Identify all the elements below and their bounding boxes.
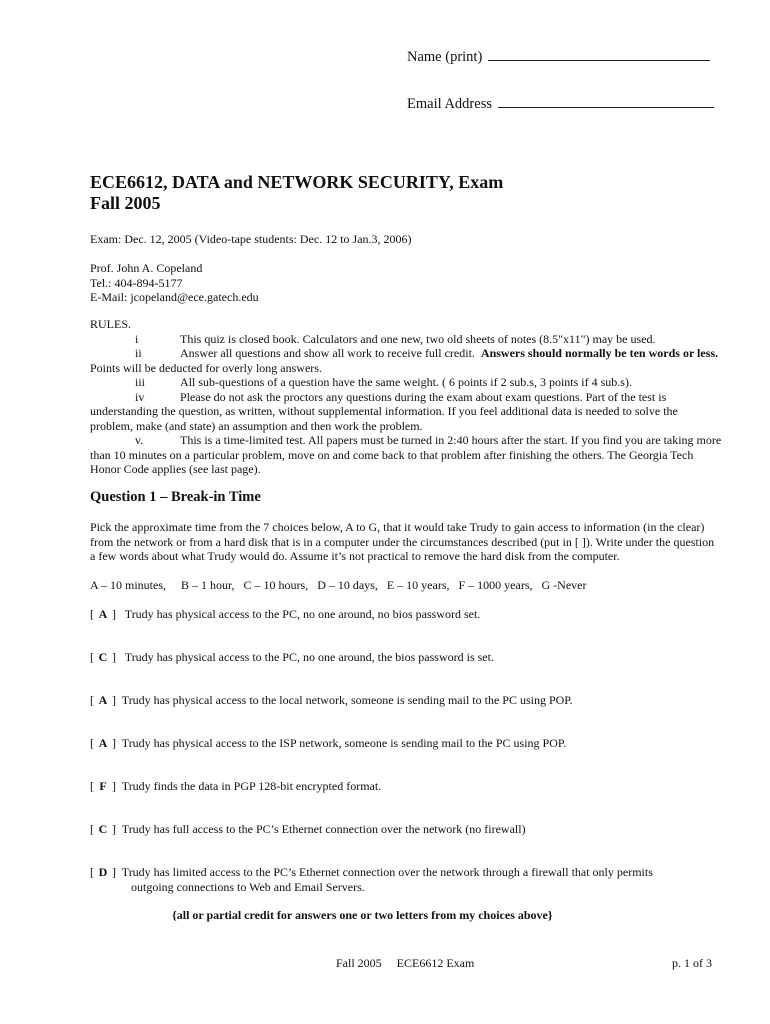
question-item: [ F ] Trudy finds the data in PGP 128-bit encrypted format. (90, 779, 382, 793)
answer-letter: D (98, 865, 108, 879)
rule-text: All sub-questions of a question have the same weight. ( 6 points if 2 sub.s, 3 points if 4 sub.s). (180, 375, 632, 389)
rule-item (90, 346, 722, 375)
footer-center: Fall 2005 ECE6612 Exam (336, 956, 475, 970)
answer-choices: A – 10 minutes, B – 1 hour, C – 10 hours, D – 10 days, E – 10 years, F – 1000 years, G -Never (90, 578, 587, 592)
rule-text-after: Points will be deducted for overly long answers. (90, 360, 322, 375)
question-1-intro: Pick the approximate time from the 7 choices below, A to G, that it would take Trudy to gain access to information (in the clear) from the network or from a hard disk that is in a computer under the circumstances described (put in [ ]). Write under the question a few words about what Trudy would do. Assume it’s not practical to remove the hard disk from the computer. (90, 520, 715, 563)
rule-item (90, 332, 722, 347)
item-text: Trudy finds the data in PGP 128-bit encrypted format. (121, 779, 382, 793)
answer-letter: C (98, 822, 108, 836)
credit-note: {all or partial credit for answers one or two letters from my choices above} (172, 908, 553, 922)
question-item: [ C ] Trudy has full access to the PC’s Ethernet connection over the network (no firewall) (90, 822, 526, 836)
title-line-2: Fall 2005 (90, 193, 161, 213)
name-line (488, 47, 710, 61)
rule-item (90, 390, 722, 434)
item-text: Trudy has physical access to the PC, no one around, the bios password is set. (124, 650, 494, 664)
item-text: Trudy has physical access to the PC, no one around, no bios password set. (124, 607, 481, 621)
rule-text: Please do not ask the proctors any questions during the exam about exam questions. Part of the test is understanding the question, as written, without supplemental information. If you feel additional data is needed to solve the problem, make (and state) an assumption and then work the problem. (90, 389, 678, 433)
prof-name: Prof. John A. Copeland (90, 261, 203, 275)
email-line (498, 94, 714, 108)
name-label: Name (print) (407, 49, 483, 65)
answer-letter: A (98, 693, 108, 707)
answer-letter: F (99, 779, 107, 793)
title-line-1: ECE6612, DATA and NETWORK SECURITY, Exam (90, 172, 504, 192)
rule-number: v. (135, 433, 144, 447)
rules-heading: RULES. (90, 317, 132, 331)
rule-number: ii (135, 346, 142, 360)
page-number: p. 1 of 3 (672, 956, 712, 970)
exam-date: Exam: Dec. 12, 2005 (Video-tape students: Dec. 12 to Jan.3, 2006) (90, 232, 412, 246)
rule-item (90, 375, 722, 390)
rule-number: iii (135, 375, 146, 389)
exam-title (90, 172, 503, 214)
rule-bold-text: Answers should normally be ten words or less. (480, 346, 719, 360)
item-text: Trudy has physical access to the local network, someone is sending mail to the PC using POP. (121, 693, 573, 707)
email-label: Email Address (407, 96, 492, 112)
email-field (407, 94, 714, 113)
rule-text: Answer all questions and show all work to receive full credit. (180, 346, 475, 360)
rule-number: i (135, 331, 139, 346)
contact-block (90, 261, 259, 305)
item-text: Trudy has physical access to the ISP network, someone is sending mail to the PC using POP. (121, 736, 567, 750)
answer-letter: A (98, 736, 108, 750)
item-text: Trudy has limited access to the PC’s Ethernet connection over the network through a firewall that only permits (121, 865, 653, 879)
question-item: [ C ] Trudy has physical access to the PC, no one around, the bios password is set. (90, 650, 494, 664)
prof-email: E-Mail: jcopeland@ece.gatech.edu (90, 290, 259, 304)
rule-text: This quiz is closed book. Calculators and one new, two old sheets of notes (8.5"x11") may be used. (180, 331, 656, 346)
question-item: [ A ] Trudy has physical access to the PC, no one around, no bios password set. (90, 607, 481, 621)
rule-item (90, 433, 722, 477)
name-field (407, 47, 710, 66)
rule-number: iv (135, 389, 145, 404)
rules-block (90, 317, 722, 477)
rule-text: This is a time-limited test. All papers must be turned in 2:40 hours after the start. If you find you are taking more than 10 minutes on a particular problem, move on and come back to that problem after finishing the others. The Georgia Tech Honor Code applies (see last page). (90, 433, 722, 476)
answer-letter: C (98, 650, 108, 664)
question-item: [ D ] Trudy has limited access to the PC’s Ethernet connection over the network through a firewall that only permits (90, 865, 653, 879)
question-1-heading: Question 1 – Break-in Time (90, 489, 261, 505)
answer-letter: A (98, 607, 108, 621)
item-text-continued: outgoing connections to Web and Email Servers. (131, 880, 365, 894)
question-item: [ A ] Trudy has physical access to the ISP network, someone is sending mail to the PC using POP. (90, 736, 567, 750)
item-text: Trudy has full access to the PC’s Ethernet connection over the network (no firewall) (121, 822, 526, 836)
question-item: [ A ] Trudy has physical access to the local network, someone is sending mail to the PC using POP. (90, 693, 573, 707)
prof-tel: Tel.: 404-894-5177 (90, 275, 183, 290)
